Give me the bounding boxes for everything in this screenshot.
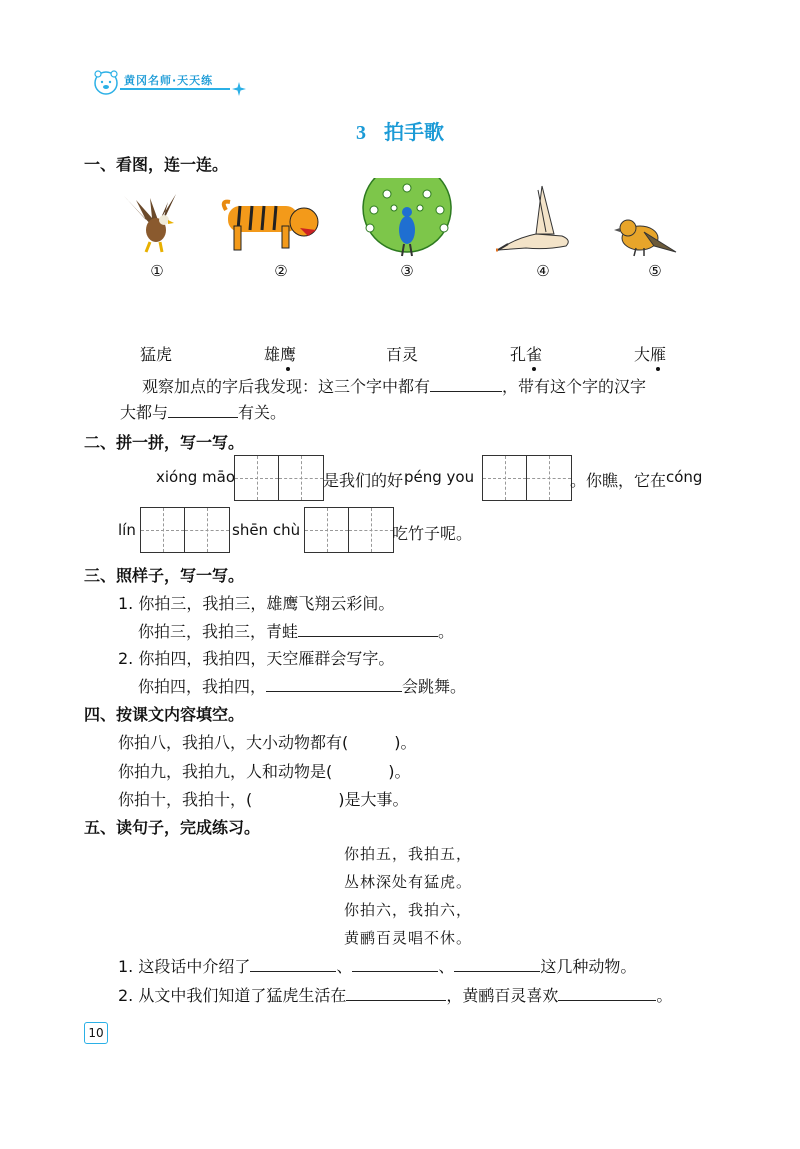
wild-goose-image <box>496 184 576 258</box>
answer-blank-animal-2[interactable] <box>352 955 438 972</box>
answer-blank-animal-1[interactable] <box>250 955 336 972</box>
eagle-image <box>116 190 182 256</box>
example-line-2: 你拍三，我拍三，青蛙 。 <box>138 622 455 641</box>
animal-label-eagle: 雄鹰 <box>240 342 320 365</box>
writing-grid-conglin[interactable] <box>140 507 230 553</box>
fill-line-8: 你拍八，我拍八，大小动物都有( )。 <box>118 733 417 752</box>
answer-blank-frog[interactable] <box>298 620 438 637</box>
section3-heading: 三、照样子，写一写。 <box>84 566 245 585</box>
pinyin-cong: cóng <box>666 468 703 486</box>
text-chizhuzi: 吃竹子呢。 <box>392 524 473 543</box>
text-nichiao: 。你瞧，它在 <box>570 471 667 490</box>
animal-label-lark: 百灵 <box>385 345 418 364</box>
answer-blank-radical[interactable] <box>430 375 502 392</box>
answer-blank-dance[interactable] <box>266 675 402 692</box>
fill-line-9: 你拍九，我拍九，人和动物是( )。 <box>118 762 411 781</box>
animal-label-peacock: 孔雀 <box>486 342 566 365</box>
example-line-1: 1. 你拍三，我拍三，雄鹰飞翔云彩间。 <box>118 594 395 613</box>
lesson-title: 拍手歌 <box>384 120 444 144</box>
image-number-4: ④ <box>536 262 550 280</box>
page-number: 10 <box>84 1022 108 1044</box>
bear-logo-icon <box>92 68 120 96</box>
pinyin-shenchu: shēn chù <box>232 521 301 539</box>
brand-header <box>90 66 250 98</box>
animal-label-tiger: 猛虎 <box>139 345 172 364</box>
image-number-5: ⑤ <box>648 262 662 280</box>
writing-grid-shenchu[interactable] <box>304 507 394 553</box>
writing-grid-xiongmao[interactable] <box>234 455 324 501</box>
question-2: 2. 从文中我们知道了猛虎生活在 ，黄鹂百灵喜欢 。 <box>118 986 673 1005</box>
example-line-4: 你拍四，我拍四， 会跳舞。 <box>138 677 467 696</box>
sparkle-icon <box>232 82 246 96</box>
example-line-3: 2. 你拍四，我拍四，天空雁群会写字。 <box>118 649 395 668</box>
writing-grid-pengyou[interactable] <box>482 455 572 501</box>
peacock-image <box>362 178 452 258</box>
answer-blank-habitat[interactable] <box>346 984 446 1001</box>
image-number-1: ① <box>150 262 164 280</box>
image-number-3: ③ <box>400 262 414 280</box>
poem-line-2: 丛林深处有猛虎。 <box>344 873 473 891</box>
image-number-2: ② <box>274 262 288 280</box>
answer-blank-animal-3[interactable] <box>454 955 540 972</box>
observe-line-1: 观察加点的字后我发现：这三个字中都有 ，带有这个字的汉字 <box>142 377 647 396</box>
animal-label-goose: 大雁 <box>610 342 690 365</box>
section5-heading: 五、读句子，完成练习。 <box>84 818 261 837</box>
section2-heading: 二、拼一拼，写一写。 <box>84 433 245 452</box>
page-title <box>0 116 800 145</box>
observe-line-2: 大都与 有关。 <box>120 403 287 422</box>
brand-text: 黄冈名师·天天练 <box>124 74 214 87</box>
section4-heading: 四、按课文内容填空。 <box>84 705 245 724</box>
tiger-image <box>220 196 326 254</box>
poem-line-4: 黄鹂百灵唱不休。 <box>344 929 473 947</box>
poem-line-1: 你拍五，我拍五， <box>344 845 473 863</box>
lesson-number: 3 <box>356 122 366 144</box>
section1-heading: 一、看图，连一连。 <box>84 155 229 174</box>
answer-blank-likes[interactable] <box>558 984 656 1001</box>
brand-underline <box>120 88 230 90</box>
text-haopengyou: 是我们的好 <box>323 471 404 490</box>
answer-blank-related[interactable] <box>168 401 238 418</box>
question-1: 1. 这段话中介绍了 、 、 这几种动物。 <box>118 957 637 976</box>
pinyin-lin: lín <box>118 521 136 539</box>
pinyin-xiongmao: xióng māo <box>156 468 235 486</box>
pinyin-pengyou: péng you <box>404 468 475 486</box>
poem-line-3: 你拍六，我拍六， <box>344 901 473 919</box>
fill-line-10: 你拍十，我拍十，( )是大事。 <box>118 790 409 809</box>
lark-image <box>614 214 678 258</box>
